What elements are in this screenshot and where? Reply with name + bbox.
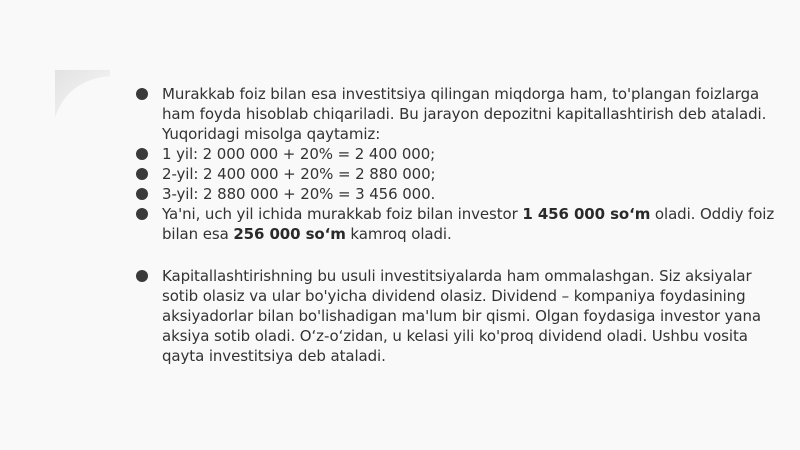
bullet-list-1: [136, 84, 776, 244]
list-item: [136, 184, 776, 204]
year-1-calc: 1 yil: 2 000 000 + 20% = 2 400 000;: [162, 145, 436, 163]
conclusion-part-3: kamroq oladi.: [345, 225, 452, 243]
conclusion-part-1: Ya'ni, uch yil ichida murakkab foiz bilan investor: [162, 205, 523, 223]
corner-decoration: [55, 70, 110, 120]
list-item: [136, 266, 776, 366]
intro-text: Murakkab foiz bilan esa investitsiya qilingan miqdorga ham, to'plangan foizlarga ham foyda hisoblab chiqariladi. Bu jarayon depozitni kapitallashtirish deb ataladi. Yuqoridagi misolga qaytamiz:: [162, 85, 767, 143]
reinvestment-text: Kapitallashtirishning bu usuli investitsiyalarda ham ommalashgan. Siz aksiyalar sotib olasiz va ular bo'yicha dividend olasiz. Dividend – kompaniya foydasining aksiyadorlar bilan bo'lishadigan ma'lum bir qismi. Olgan foydasiga investor yana aksiya sotib oladi. O‘z-o‘zidan, u kelasi yili ko'proq dividend oladi. Ushbu vosita qayta investitsiya deb ataladi.: [162, 267, 762, 365]
bullet-icon: [136, 148, 148, 160]
section-spacer: [136, 244, 776, 266]
list-item: [136, 144, 776, 164]
bullet-icon: [136, 188, 148, 200]
conclusion-part-2: oladi. Oddiy foiz bilan esa: [162, 205, 775, 243]
bullet-icon: [136, 88, 148, 100]
bullet-icon: [136, 270, 148, 282]
bullet-icon: [136, 168, 148, 180]
list-item: [136, 164, 776, 184]
list-item: [136, 204, 776, 244]
bullet-icon: [136, 208, 148, 220]
list-item: [136, 84, 776, 144]
difference-amount: 256 000 so‘m: [233, 225, 346, 243]
conclusion-text: [162, 205, 774, 243]
year-2-calc: 2-yil: 2 400 000 + 20% = 2 880 000;: [162, 165, 436, 183]
slide-content: [136, 84, 776, 366]
bullet-list-2: [136, 266, 776, 366]
year-3-calc: 3-yil: 2 880 000 + 20% = 3 456 000.: [162, 185, 436, 203]
compound-amount: 1 456 000 so‘m: [522, 205, 651, 223]
